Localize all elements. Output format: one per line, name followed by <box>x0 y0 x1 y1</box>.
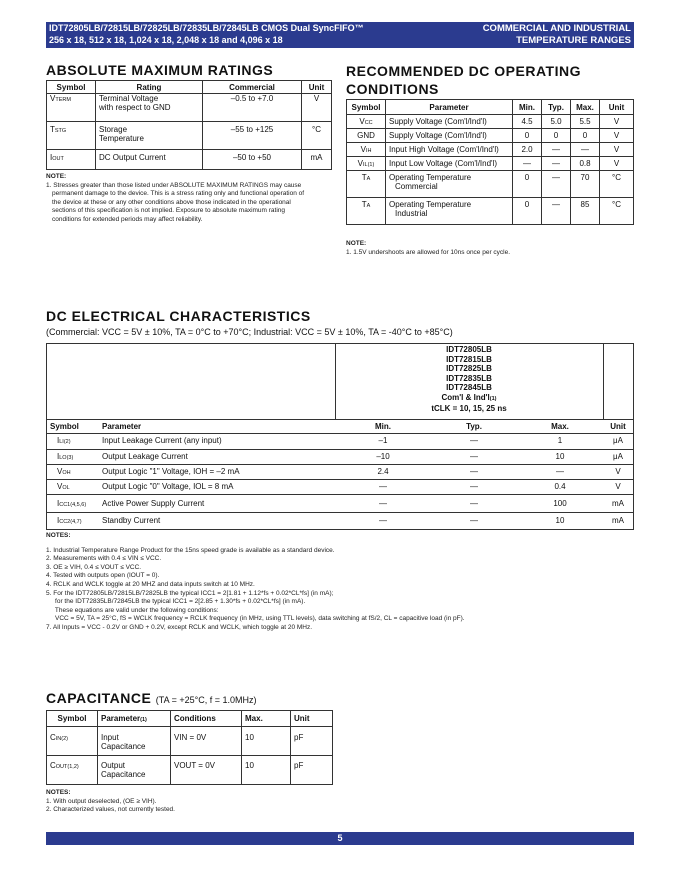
row-symbol-sub: CC2 <box>59 519 71 525</box>
row-parameter-2: Capacitance <box>101 770 146 779</box>
rec-dc-note <box>346 240 636 257</box>
row-symbol-sub: TERM <box>55 97 71 103</box>
capacitance-table <box>46 710 333 785</box>
row-parameter: Input Low Voltage (Com'l/Ind'l) <box>386 157 513 171</box>
row-typ: — <box>431 480 517 495</box>
row-symbol-sub: OH <box>62 470 71 476</box>
row-typ: 5.0 <box>542 115 571 129</box>
row-max: — <box>571 143 600 157</box>
row-symbol: V <box>50 94 56 103</box>
row-parameter: Output Leakage Current <box>99 450 335 465</box>
capacitance-conditions: (TA = +25°C, f = 1.0MHz) <box>155 695 257 705</box>
row-unit: V <box>603 465 634 480</box>
row-unit: V <box>600 143 634 157</box>
row-unit: μA <box>603 450 634 465</box>
row-typ: — <box>431 495 517 513</box>
dc-elec-notes-label: NOTES: <box>46 532 71 539</box>
rec-dc-row <box>347 198 634 225</box>
cap-row <box>47 756 333 785</box>
rec-dc-row <box>347 115 634 129</box>
row-symbol-sub: IH <box>365 148 372 154</box>
row-symbol-sub: LI <box>59 439 64 445</box>
part-number: IDT72805LB <box>446 345 492 354</box>
grade-sup: (1) <box>489 395 497 402</box>
row-unit: mA <box>603 495 634 513</box>
row-symbol: V <box>357 159 363 168</box>
rec-dc-title-line2: CONDITIONS <box>346 81 439 97</box>
row-parameter: Standby Current <box>99 513 335 530</box>
row-max: 100 <box>517 495 603 513</box>
abs-max-note-line: permanent damage to the device. This is a stress rating only and functional operation of <box>52 190 305 198</box>
row-unit: V <box>600 115 634 129</box>
row-typ: — <box>542 143 571 157</box>
row-rating-2: Temperature <box>99 134 144 143</box>
rec-dc-header-symbol: Symbol <box>347 100 386 115</box>
row-max: 10 <box>242 756 291 785</box>
row-min: 4.5 <box>513 115 542 129</box>
dc-elec-header-typ: Typ. <box>431 420 517 434</box>
dc-elec-row <box>47 465 634 480</box>
row-parameter: Output Logic "1" Voltage, IOH = –2 mA <box>99 465 335 480</box>
row-min: — <box>335 495 431 513</box>
dc-elec-header-max: Max. <box>517 420 603 434</box>
row-symbol-sup: (3) <box>66 455 74 461</box>
dc-elec-header-unit: Unit <box>603 420 634 434</box>
grade-label: Com'l & Ind'l <box>441 392 490 402</box>
cap-header-parameter-sup: (1) <box>140 717 147 723</box>
row-symbol-sup: (4,7) <box>70 519 82 525</box>
row-unit: °C <box>600 198 634 225</box>
dc-elec-row <box>47 480 634 495</box>
rec-dc-header-parameter: Parameter <box>386 100 513 115</box>
capacitance-heading <box>46 690 256 708</box>
header-title-line2: 256 x 18, 512 x 18, 1,024 x 18, 2,048 x 18 and 4,096 x 18 <box>49 34 283 45</box>
rec-dc-header-typ: Typ. <box>542 100 571 115</box>
row-symbol: I <box>57 452 60 461</box>
row-symbol: I <box>57 499 60 508</box>
row-typ: — <box>431 513 517 530</box>
row-unit: °C <box>600 171 634 198</box>
row-symbol: V <box>57 482 63 491</box>
rec-dc-row <box>347 157 634 171</box>
dc-elec-table <box>46 343 634 530</box>
row-min: — <box>513 157 542 171</box>
cap-header-conditions: Conditions <box>171 711 242 727</box>
part-number: IDT72835LB <box>446 373 492 383</box>
row-unit: V <box>600 129 634 143</box>
row-max: 0.4 <box>517 480 603 495</box>
tclk-label: tCLK = 10, 15, 25 ns <box>431 404 507 413</box>
row-min: 2.0 <box>513 143 542 157</box>
cap-header-max: Max. <box>242 711 291 727</box>
abs-max-note-line: 1. Stresses greater than those listed under ABSOLUTE MAXIMUM RATINGS may cause <box>46 181 302 189</box>
abs-max-note <box>46 173 338 225</box>
dc-elec-note-line: 1. Industrial Temperature Range Product for the 15ns speed grade is available as a standard device. <box>46 546 335 554</box>
row-rating: Storage <box>99 125 128 134</box>
dc-elec-note-line: These equations are valid under the following conditions: <box>46 606 219 614</box>
abs-max-note-line: sections of this specification is not implied. Exposure to absolute maximum rating <box>52 207 286 215</box>
rec-dc-header-max: Max. <box>571 100 600 115</box>
row-rating: DC Output Current <box>96 150 203 170</box>
header-range-line1: COMMERCIAL AND INDUSTRIAL <box>482 23 631 34</box>
row-symbol-sup: (2) <box>63 439 71 445</box>
rec-dc-title-line1: RECOMMENDED DC OPERATING <box>346 63 581 79</box>
abs-max-header-rating: Rating <box>96 81 203 94</box>
row-typ: — <box>542 157 571 171</box>
rec-dc-note-line: 1. 1.5V undershoots are allowed for 10ns once per cycle. <box>346 248 511 256</box>
row-symbol: C <box>50 761 56 770</box>
rec-dc-title <box>346 62 581 98</box>
row-min: 0 <box>513 198 542 225</box>
dc-elec-header-parameter: Parameter <box>99 420 335 434</box>
row-parameter: Supply Voltage (Com'l/Ind'l) <box>386 129 513 143</box>
row-min: 2.4 <box>335 465 431 480</box>
row-symbol-sup: (1,2) <box>67 764 79 770</box>
dc-elec-row <box>47 450 634 465</box>
row-symbol: C <box>50 733 56 742</box>
dc-elec-header-min: Min. <box>335 420 431 434</box>
abs-max-row <box>47 122 332 150</box>
row-parameter: Active Power Supply Current <box>99 495 335 513</box>
abs-max-header-unit: Unit <box>302 81 332 94</box>
abs-max-table <box>46 80 332 170</box>
row-unit: pF <box>291 727 333 756</box>
row-max: — <box>517 465 603 480</box>
row-unit: V <box>600 157 634 171</box>
cap-header-parameter: Parameter <box>101 714 141 723</box>
row-typ: — <box>542 198 571 225</box>
dc-elec-notes <box>46 532 636 633</box>
dc-elec-row <box>47 434 634 450</box>
row-symbol-sub: IN <box>55 736 62 742</box>
row-symbol: V <box>360 145 366 154</box>
row-rating: Terminal Voltage <box>99 94 159 103</box>
part-number: IDT72815LB <box>446 354 492 364</box>
dc-elec-note-line: VCC = 5V, TA = 25°C, fS = WCLK frequency = RCLK frequency (in MHz, using TTL levels), data switching at fS/2, CL = capacitive load (in pF). <box>46 615 465 623</box>
row-symbol: I <box>57 436 60 445</box>
row-rating-2: with respect to GND <box>99 103 171 112</box>
row-max: 0.8 <box>571 157 600 171</box>
cap-row <box>47 727 333 756</box>
row-parameter: Input <box>101 733 119 742</box>
row-min: –1 <box>335 434 431 450</box>
row-symbol-sub: A <box>366 203 371 209</box>
row-min: — <box>335 513 431 530</box>
row-unit: μA <box>603 434 634 450</box>
abs-max-header-commercial: Commercial <box>203 81 302 94</box>
row-symbol-sub: A <box>366 176 371 182</box>
row-max: 85 <box>571 198 600 225</box>
abs-max-note-label: NOTE: <box>46 173 67 180</box>
row-symbol-sub: STG <box>54 128 67 134</box>
row-max: 70 <box>571 171 600 198</box>
row-typ: — <box>542 171 571 198</box>
row-typ: 0 <box>542 129 571 143</box>
capacitance-notes <box>46 789 346 815</box>
rec-dc-header-unit: Unit <box>600 100 634 115</box>
dc-elec-row <box>47 513 634 530</box>
row-min: 0 <box>513 129 542 143</box>
dc-elec-row <box>47 495 634 513</box>
row-parameter-2: Industrial <box>395 209 428 218</box>
footer-page-number: 5 <box>46 832 634 845</box>
row-symbol: T <box>361 173 367 182</box>
row-max: 10 <box>517 513 603 530</box>
row-unit: pF <box>291 756 333 785</box>
row-parameter: Input Leakage Current (any input) <box>99 434 335 450</box>
rec-dc-row <box>347 143 634 157</box>
rec-dc-row <box>347 171 634 198</box>
row-symbol: GND <box>347 129 386 143</box>
rec-dc-row <box>347 129 634 143</box>
header-title-line1: IDT72805LB/72815LB/72825LB/72835LB/72845LB CMOS Dual SyncFIFO™ <box>49 23 364 33</box>
row-parameter-2: Capacitance <box>101 742 146 751</box>
row-unit: V <box>603 480 634 495</box>
row-symbol-sub: OL <box>62 485 70 491</box>
dc-elec-note-line: 5. For the IDT72805LB/72815LB/72825LB the typical ICC1 = 2[1.81 + 1.12*fs + 0.02*CL*fs] (in mA); <box>46 589 334 597</box>
row-value: –50 to +50 <box>203 150 302 170</box>
row-symbol: V <box>57 467 63 476</box>
row-unit: mA <box>302 150 332 170</box>
header-range <box>483 23 631 46</box>
dc-elec-note-line: 2. Measurements with 0.4 ≤ VIN ≤ VCC. <box>46 555 162 563</box>
row-parameter-2: Commercial <box>395 182 438 191</box>
abs-max-row <box>47 150 332 170</box>
row-max: 1 <box>517 434 603 450</box>
capacitance-note-line: 1. With output deselected, (OE ≥ VIH). <box>46 797 157 805</box>
abs-max-note-line: the device at these or any other conditions above those indicated in the operational <box>52 198 291 206</box>
row-max: 0 <box>571 129 600 143</box>
dc-elec-conditions: (Commercial: VCC = 5V ± 10%, TA = 0°C to +70°C; Industrial: VCC = 5V ± 10%, TA = -40°C to +85°C) <box>46 327 453 337</box>
abs-max-header-symbol: Symbol <box>47 81 96 94</box>
row-typ: — <box>431 450 517 465</box>
part-number: IDT72825LB <box>446 364 492 373</box>
row-symbol: T <box>50 125 55 134</box>
dc-elec-note-line: for the IDT72835LB/72845LB the typical ICC1 = 2[2.85 + 1.30*fs + 0.02*CL*fs] (in mA). <box>46 598 306 606</box>
rec-dc-table <box>346 99 634 225</box>
row-max: 5.5 <box>571 115 600 129</box>
row-symbol-sub: LO <box>59 455 67 461</box>
capacitance-notes-label: NOTES: <box>46 789 71 796</box>
row-symbol-sub: IL <box>363 162 368 168</box>
abs-max-row <box>47 94 332 122</box>
header-bar <box>46 22 634 48</box>
row-symbol-sub: OUT <box>52 156 64 162</box>
row-typ: — <box>431 465 517 480</box>
row-parameter: Operating Temperature <box>389 200 472 209</box>
row-symbol-sub: CC <box>364 120 373 126</box>
dc-elec-note-line: 4. Tested with outputs open (IOUT = 0). <box>46 572 160 580</box>
row-symbol: I <box>50 153 53 162</box>
row-symbol-sub: CC1 <box>59 502 71 508</box>
row-value: –55 to +125 <box>203 122 302 150</box>
abs-max-title: ABSOLUTE MAXIMUM RATINGS <box>46 62 274 78</box>
row-symbol-sub: OUT <box>55 764 68 770</box>
part-number: IDT72845LB <box>446 383 492 392</box>
rec-dc-header-min: Min. <box>513 100 542 115</box>
abs-max-note-line: conditions for extended periods may affect reliability. <box>52 215 203 223</box>
row-min: — <box>335 480 431 495</box>
dc-elec-note-line: 4. RCLK and WCLK toggle at 20 MHZ and data inputs switch at 10 MHz. <box>46 580 255 588</box>
row-parameter: Input High Voltage (Com'l/Ind'l) <box>386 143 513 157</box>
capacitance-title: CAPACITANCE <box>46 690 152 706</box>
row-unit: mA <box>603 513 634 530</box>
cap-header-symbol: Symbol <box>47 711 98 727</box>
dc-elec-header-symbol: Symbol <box>47 420 100 434</box>
row-conditions: VIN = 0V <box>171 727 242 756</box>
capacitance-note-line: 2. Characterized values, not currently tested. <box>46 806 175 814</box>
row-parameter: Output <box>101 761 126 770</box>
dc-elec-part-header <box>335 344 603 420</box>
cap-header-unit: Unit <box>291 711 333 727</box>
row-symbol: I <box>57 516 60 525</box>
row-parameter: Supply Voltage (Com'l/Ind'l) <box>386 115 513 129</box>
row-max: 10 <box>242 727 291 756</box>
row-max: 10 <box>517 450 603 465</box>
row-symbol-sup: (1) <box>367 162 375 168</box>
row-parameter: Output Logic "0" Voltage, IOL = 8 mA <box>99 480 335 495</box>
row-min: –10 <box>335 450 431 465</box>
header-title <box>49 23 364 46</box>
row-value: –0.5 to +7.0 <box>203 94 302 122</box>
dc-elec-note-line: 3. OE ≥ VIH, 0.4 ≤ VOUT ≤ VCC. <box>46 563 142 571</box>
row-unit: V <box>302 94 332 122</box>
row-symbol: T <box>361 200 367 209</box>
row-symbol-sup: (2) <box>61 736 69 742</box>
row-min: 0 <box>513 171 542 198</box>
row-typ: — <box>431 434 517 450</box>
row-symbol: V <box>359 117 365 126</box>
dc-elec-title: DC ELECTRICAL CHARACTERISTICS <box>46 308 311 324</box>
rec-dc-note-label: NOTE: <box>346 240 367 247</box>
row-unit: °C <box>302 122 332 150</box>
dc-elec-note-line: 7. All Inputs = VCC - 0.2V or GND + 0.2V, except RCLK and WCLK, which toggle at 20 MHz. <box>46 623 313 631</box>
row-symbol-sup: (4,5,6) <box>70 502 87 508</box>
row-conditions: VOUT = 0V <box>171 756 242 785</box>
row-parameter: Operating Temperature <box>389 173 472 182</box>
header-range-line2: TEMPERATURE RANGES <box>516 34 631 46</box>
